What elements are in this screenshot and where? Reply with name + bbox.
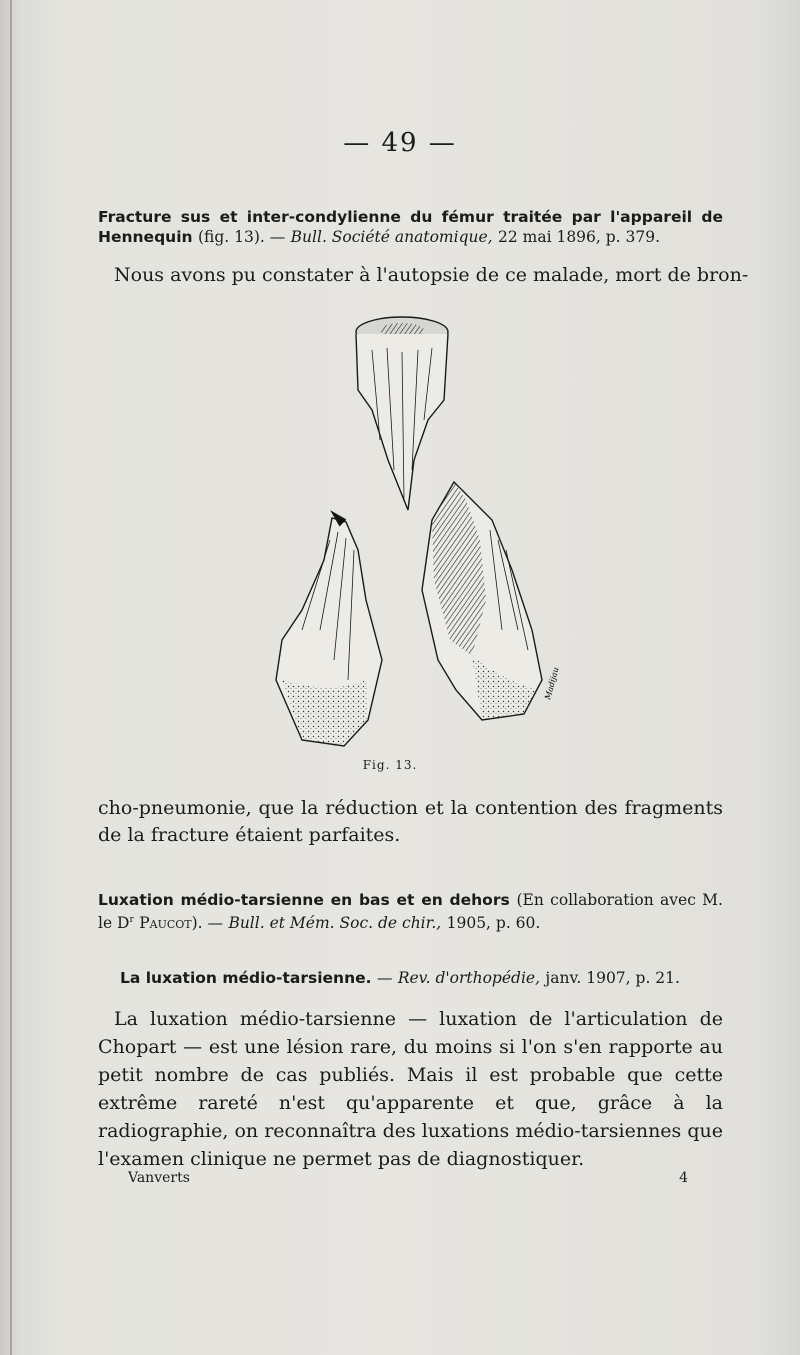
reference-collaboration-sup: r [129,915,134,925]
reference-title: La luxation médio-tarsienne. [120,969,372,987]
figure-reference: (fig. 13). — [197,228,286,246]
page-number: — 49 — [343,128,457,158]
reference-date: 22 mai 1896, p. 379. [497,228,661,246]
reference-separator: — [376,969,393,987]
reference-date: janv. 1907, p. 21. [545,969,680,987]
reference-collaboration: (En collaboration avec M. le D [98,891,723,933]
footer-author: Vanverts [128,1170,190,1186]
journal-name: Bull. Société anatomique, [290,228,493,246]
figure-13-femur-fragments [262,300,582,750]
right-condyle-fragment [422,482,542,720]
journal-name: Rev. d'orthopédie, [397,969,541,987]
reference-fracture [98,207,723,247]
paragraph-autopsy-end: cho-pneumonie, que la réduction et la contention des fragments de la fracture étaient parfaites. [98,797,723,846]
footer-signature-mark: 4 [679,1170,688,1186]
paragraph-autopsy-start: Nous avons pu constater à l'autopsie de ce malade, mort de bron- [114,264,749,286]
left-condyle-fragment [276,512,382,746]
reference-title: Luxation médio-tarsienne en bas et en dehors [98,891,510,909]
figure-caption: Fig. 13. [362,758,418,772]
collaborator-name: Paucot). — [139,914,224,933]
reference-title: Fracture sus et inter-condylienne du fémur traitée par l'appareil de Hennequin [98,208,723,246]
femur-shaft-fragment [356,317,448,510]
reference-date: 1905, p. 60. [446,914,541,933]
journal-name: Bull. et Mém. Soc. de chir., [228,914,442,933]
page-gutter-shadow [10,0,12,1355]
paragraph-luxation: La luxation médio-tarsienne — luxation de l'articulation de Chopart — est une lésion rare, du moins si l'on s'en rapporte au petit nombre de cas publiés. Mais il est probable que cette extrême rareté n'est qu'apparente et que, grâce à la radiographie, on reconnaîtra des luxations médio-tarsiennes que l'examen clinique ne permet pas de diagnostiquer. [98,1008,723,1170]
page-footer [128,1170,688,1186]
reference-luxation-1905 [98,890,723,933]
engraver-signature: Madijau [543,666,561,701]
reference-luxation-1907 [120,968,723,988]
